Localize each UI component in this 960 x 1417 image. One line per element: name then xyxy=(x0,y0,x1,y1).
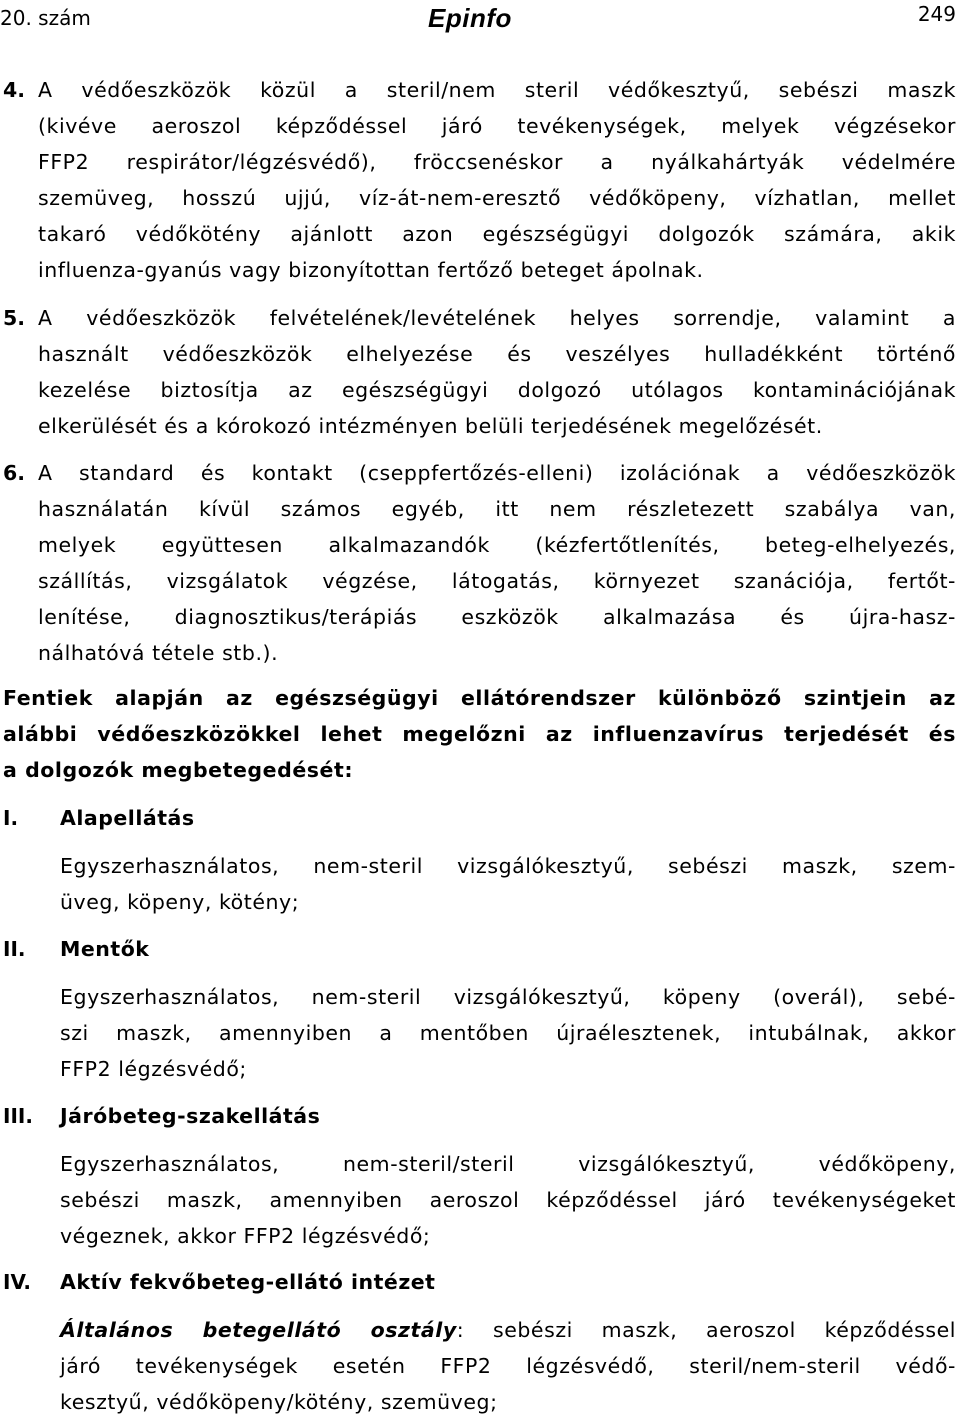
section-line: végeznek, akkor FFP2 légzésvédő; xyxy=(60,1224,431,1248)
paragraph-line: kezelése biztosítja az egészségügyi dolgozó utólagos kontaminációjának xyxy=(38,378,956,402)
paragraph-line: melyek együttesen alkalmazandók (kézfertőtlenítés, beteg-elhelyezés, xyxy=(38,533,956,557)
subsection-title: Általános betegellátó osztály xyxy=(60,1318,457,1342)
section-numeral: I. xyxy=(3,806,19,830)
item-number: 4. xyxy=(3,78,26,102)
section-line: sebészi maszk, amennyiben aeroszol képződéssel járó tevékenységeket xyxy=(60,1188,956,1212)
section-title: Aktív fekvőbeteg-ellátó intézet xyxy=(60,1270,436,1294)
paragraph-line: influenza-gyanús vagy bizonyítottan fertőző beteget ápolnak. xyxy=(38,258,704,282)
item-number: 5. xyxy=(3,306,26,330)
page-number: 249 xyxy=(917,2,956,26)
section-numeral: III. xyxy=(3,1104,33,1128)
section-numeral: II. xyxy=(3,937,26,961)
section-title: Járóbeteg-szakellátás xyxy=(60,1104,321,1128)
paragraph-line: FFP2 respirátor/légzésvédő), fröccsenéskor a nyálkahártyák védelmére xyxy=(38,150,956,174)
paragraph-line: használatán kívül számos egyéb, itt nem részletezett szabálya van, xyxy=(38,497,956,521)
paragraph-line: nálhatóvá tétele stb.). xyxy=(38,641,279,665)
summary-line: a dolgozók megbetegedését: xyxy=(3,758,354,782)
paragraph-line: A védőeszközök közül a steril/nem steril védőkesztyű, sebészi maszk xyxy=(38,78,956,102)
section-line-first xyxy=(60,1317,956,1343)
summary-line: alábbi védőeszközökkel lehet megelőzni az influenzavírus terjedését és xyxy=(3,722,956,746)
paragraph-line: (kivéve aeroszol képződéssel járó tevékenységek, melyek végzésekor xyxy=(38,114,956,138)
paragraph-line: használt védőeszközök elhelyezése és veszélyes hulladékként történő xyxy=(38,342,956,366)
summary-line: Fentiek alapján az egészségügyi ellátórendszer különböző szintjein az xyxy=(3,686,956,710)
paragraph-line: A védőeszközök felvételének/levételének helyes sorrendje, valamint a xyxy=(38,306,956,330)
section-line: üveg, köpeny, kötény; xyxy=(60,890,300,914)
item-number: 6. xyxy=(3,461,26,485)
section-line: Egyszerhasználatos, nem-steril/steril vizsgálókesztyű, védőköpeny, xyxy=(60,1152,956,1176)
paragraph-line: szállítás, vizsgálatok végzése, látogatás, környezet szanációja, fertőt- xyxy=(38,569,956,593)
paragraph-line: lenítése, diagnosztikus/terápiás eszközök alkalmazása és újra-hasz- xyxy=(38,605,956,629)
section-line: Egyszerhasználatos, nem-steril vizsgálókesztyű, köpeny (overál), sebé- xyxy=(60,985,956,1009)
section-title: Alapellátás xyxy=(60,806,195,830)
subsection-text: : sebészi maszk, aeroszol képződéssel xyxy=(456,1318,956,1342)
section-line: Egyszerhasználatos, nem-steril vizsgálókesztyű, sebészi maszk, szem- xyxy=(60,854,956,878)
paragraph-line: elkerülését és a kórokozó intézményen belüli terjedésének megelőzését. xyxy=(38,414,823,438)
epinfo-logo: Epinfo xyxy=(428,3,512,33)
section-title: Mentők xyxy=(60,937,150,961)
section-line: járó tevékenységek esetén FFP2 légzésvédő, steril/nem-steril védő- xyxy=(60,1354,956,1378)
section-numeral: IV. xyxy=(3,1270,31,1294)
section-line: FFP2 légzésvédő; xyxy=(60,1057,247,1081)
paragraph-line: A standard és kontakt (cseppfertőzés-elleni) izolációnak a védőeszközök xyxy=(38,461,956,485)
section-line: szi maszk, amennyiben a mentőben újraélesztenek, intubálnak, akkor xyxy=(60,1021,956,1045)
paragraph-line: szemüveg, hosszú ujjú, víz-át-nem-eresztő védőköpeny, vízhatlan, mellet xyxy=(38,186,956,210)
issue-number: 20. szám xyxy=(0,6,91,30)
section-line: kesztyű, védőköpeny/kötény, szemüveg; xyxy=(60,1390,498,1414)
paragraph-line: takaró védőkötény ajánlott azon egészségügyi dolgozók számára, akik xyxy=(38,222,956,246)
